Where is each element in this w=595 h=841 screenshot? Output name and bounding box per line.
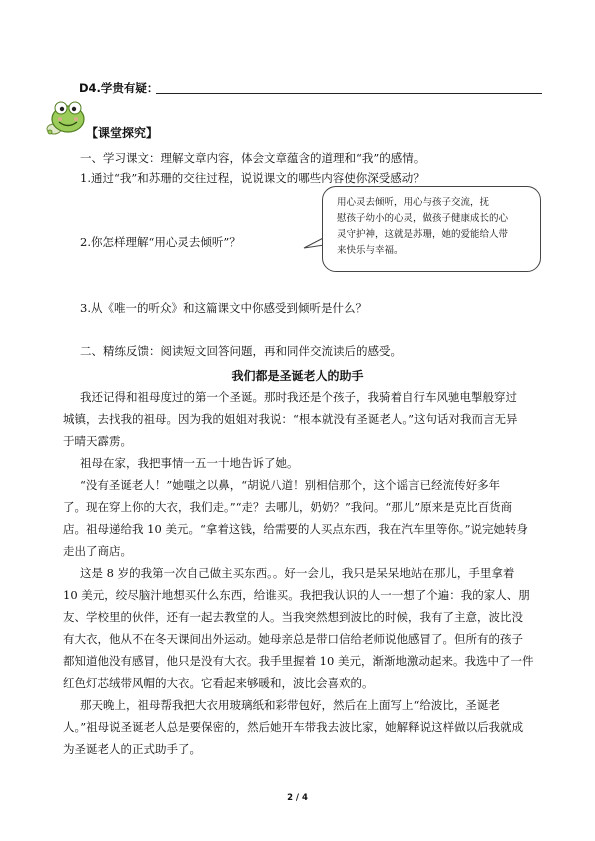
question-2: 2.你怎样理解“用心灵去倾听”？ [80, 235, 241, 249]
d4-label: D4.学贵有疑： [79, 81, 159, 95]
story-line: 这是 8 岁的我第一次自己做主买东西。。好一会儿，我只是呆呆地站在那儿，手里拿着 [80, 566, 515, 580]
story-line: 祖母在家，我把事情一五一十地告诉了她。 [80, 456, 299, 470]
story-line: 那天晚上，祖母帮我把大衣用玻璃纸和彩带包好，然后在上面写上“给波比，圣诞老 [80, 698, 500, 712]
story-line: 为圣诞老人的正式助手了。 [63, 742, 201, 756]
section-title: 【课堂探究】 [86, 126, 159, 140]
bubble-line: 慰孩子幼小的心灵，做孩子健康成长的心 [337, 213, 509, 224]
part1-heading: 一、学习课文：理解文章内容，体会文章蕴含的道理和“我”的感情。 [80, 151, 426, 165]
story-line: 有大衣，他从不在冬天课间出外运动。她母亲总是带口信给老师说他感冒了。但所有的孩子 [63, 632, 523, 646]
story-line: 于晴天霹雳。 [63, 434, 132, 448]
story-line: “没有圣诞老人！”她嗤之以鼻，“胡说八道！别相信那个，这个谣言已经流传好多年 [80, 478, 501, 492]
bubble-line: 用心灵去倾听，用心与孩子交流，抚 [337, 197, 490, 208]
story-line: 店。祖母递给我 10 美元。“拿着这钱，给需要的人买点东西，我在汽车里等你。”说完她转身 [63, 522, 528, 536]
story-line: 都知道他没有感冒，他只是没有大衣。我手里握着 10 美元，渐渐地激动起来。我选中了一件 [63, 654, 534, 668]
part2-heading: 二、精练反馈：阅读短文回答问题，再和同伴交流读后的感受。 [80, 344, 402, 358]
question-1: 1.通过“我”和苏珊的交往过程，说说课文的哪些内容使你深受感动？ [80, 171, 425, 185]
story-line: 了。现在穿上你的大衣，我们走。”“走？去哪儿，奶奶？”我问。“那儿”原来是克比百货商 [63, 500, 513, 514]
story-line: 红色灯芯绒带风帽的大衣。它看起来够暖和，波比会喜欢的。 [63, 676, 374, 690]
frog-mascot-icon [44, 99, 88, 139]
story-line: 友、学校里的伙伴，还有一起去教堂的人。当我突然想到波比的时候，我有了主意，波比没 [63, 610, 523, 624]
bubble-line: 来快乐与幸福。 [337, 245, 404, 256]
story-line: 我还记得和祖母度过的第一个圣诞。那时我还是个孩子，我骑着自行车风驰电掣般穿过 [80, 390, 517, 404]
bubble-line: 灵守护神，这就是苏珊，她的爱能给人带 [337, 229, 509, 240]
story-line: 人。”祖母说圣诞老人总是要保密的，然后她开车带我去波比家，她解释说这样做以后我就成 [63, 720, 524, 734]
question-3: 3.从《唯一的听众》和这篇课文中你感受到倾听是什么？ [80, 301, 367, 315]
story-line: 走出了商店。 [63, 544, 132, 558]
story-title: 我们都是圣诞老人的助手 [231, 369, 364, 383]
page-number: 2 / 4 [287, 793, 308, 803]
d4-answer-line [156, 93, 542, 94]
story-line: 10 美元，绞尽脑汁地想买什么东西，给谁买。我把我认识的人一一想了个遍：我的家人、朋 [63, 588, 530, 602]
story-line: 城镇，去找我的祖母。因为我的姐姐对我说：“根本就没有圣诞老人。”这句话对我而言无异 [63, 412, 518, 426]
speech-bubble [322, 186, 541, 272]
